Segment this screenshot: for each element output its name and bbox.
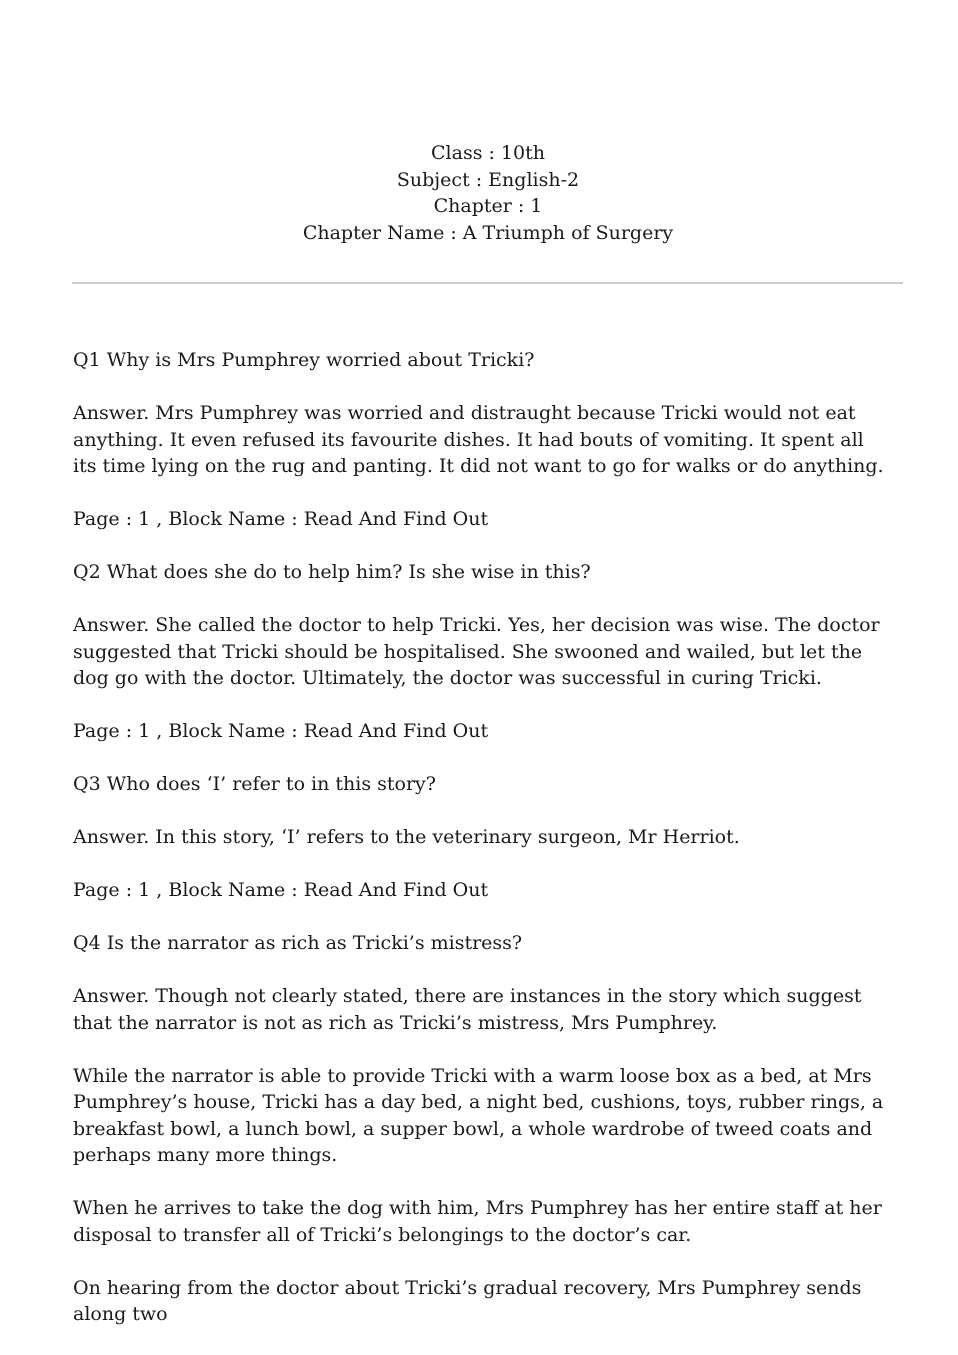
question-3: Q3 Who does ‘I’ refer to in this story?	[73, 773, 436, 795]
question-4: Q4 Is the narrator as rich as Tricki’s mistress?	[73, 932, 523, 954]
chapter-line: Chapter : 1	[433, 195, 543, 217]
document-body	[73, 347, 888, 1354]
answer-1: Answer. Mrs Pumphrey was worried and distraught because Tricki would not eat anything. It even refused its favourite dishes. It had bouts of vomiting. It spent all its time lying on the rug and panting. It did not want to go for walks or do anything.	[73, 402, 884, 477]
reference-3: Page : 1 , Block Name : Read And Find Out	[73, 879, 489, 901]
document-header	[0, 140, 958, 246]
answer-2: Answer. She called the doctor to help Tricki. Yes, her decision was wise. The doctor suggested that Tricki should be hospitalised. She swooned and wailed, but let the dog go with the doctor. Ultimately, the doctor was successful in curing Tricki.	[73, 614, 880, 689]
header-divider	[72, 282, 903, 284]
answer-4-paragraph-2: While the narrator is able to provide Tricki with a warm loose box as a bed, at Mrs Pumphrey’s house, Tricki has a day bed, a night bed, cushions, toys, rubber rings, a breakfast bowl, a lunch bowl, a supper bowl, a whole wardrobe of tweed coats and perhaps many more things.	[73, 1064, 884, 1166]
answer-3: Answer. In this story, ‘I’ refers to the veterinary surgeon, Mr Herriot.	[73, 826, 740, 848]
answer-4-paragraph-1: Answer. Though not clearly stated, there are instances in the story which suggest that the narrator is not as rich as Tricki’s mistress, Mrs Pumphrey.	[73, 985, 862, 1034]
answer-4-paragraph-4: On hearing from the doctor about Tricki’s gradual recovery, Mrs Pumphrey sends along two	[73, 1276, 862, 1325]
answer-4-paragraph-3: When he arrives to take the dog with him, Mrs Pumphrey has her entire staff at her disposal to transfer all of Tricki’s belongings to the doctor’s car.	[73, 1197, 882, 1246]
class-line: Class : 10th	[431, 142, 545, 164]
reference-1: Page : 1 , Block Name : Read And Find Out	[73, 508, 489, 530]
question-1: Q1 Why is Mrs Pumphrey worried about Tricki?	[73, 349, 535, 371]
chapter-name-line: Chapter Name : A Triumph of Surgery	[302, 221, 674, 244]
question-2: Q2 What does she do to help him? Is she wise in this?	[73, 561, 591, 583]
reference-2: Page : 1 , Block Name : Read And Find Out	[73, 720, 489, 742]
subject-line: Subject : English-2	[396, 168, 580, 191]
